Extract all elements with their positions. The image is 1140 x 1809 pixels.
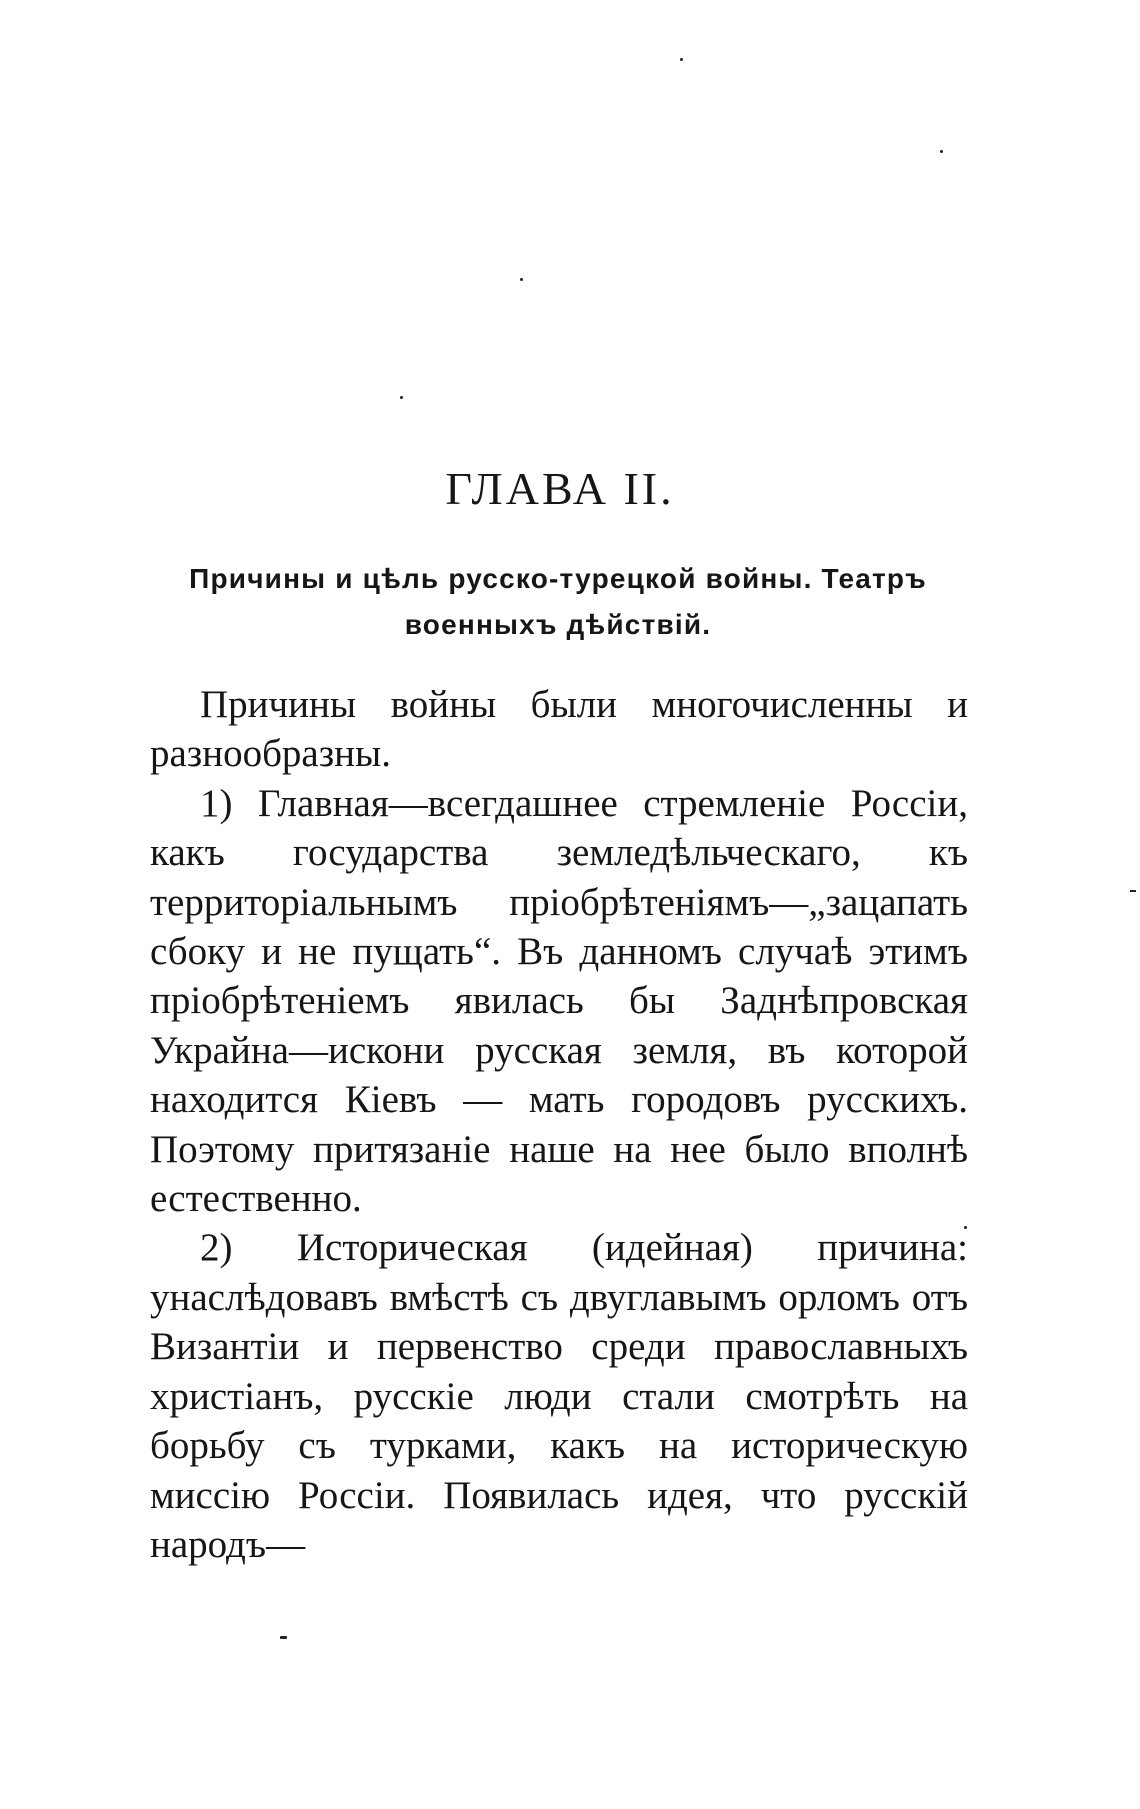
scan-speck xyxy=(280,1636,287,1639)
scan-speck xyxy=(1130,890,1136,892)
chapter-subtitle: Причины и цѣль русско-турецкой войны. Театръ военныхъ дѣйствій. xyxy=(189,563,927,640)
scan-speck xyxy=(520,278,523,281)
paragraph: 2) Историческая (идейная) причина: унаслѣдовавъ вмѣстѣ съ двуглавымъ орломъ отъ Византіи и первенство среди православныхъ христіанъ, русскіе люди стали смотрѣть на борьбу съ турками, какъ на историческую миссію Россіи. Появилась идея, что русскій народъ— xyxy=(150,1226,968,1566)
paragraph: 1) Главная—всегдашнее стремленіе Россіи, какъ государства земледѣльческаго, къ территоріальнымъ пріобрѣтеніямъ—„зацапать сбоку и не пущать“. Въ данномъ случаѣ этимъ пріобрѣтеніемъ явилась бы Заднѣпровская Украйна—искони русская земля, въ которой находится Кіевъ — мать городовъ русскихъ. Поэтому притязаніе наше на нее было вполнѣ естественно. xyxy=(150,781,968,1221)
paragraph: Причины войны были многочисленны и разнообразны. xyxy=(150,683,968,776)
scan-speck xyxy=(940,150,943,153)
chapter-title: ГЛАВА II. xyxy=(445,463,675,514)
chapter-body xyxy=(150,680,968,1569)
scan-speck xyxy=(400,396,403,399)
scan-speck xyxy=(680,58,683,61)
